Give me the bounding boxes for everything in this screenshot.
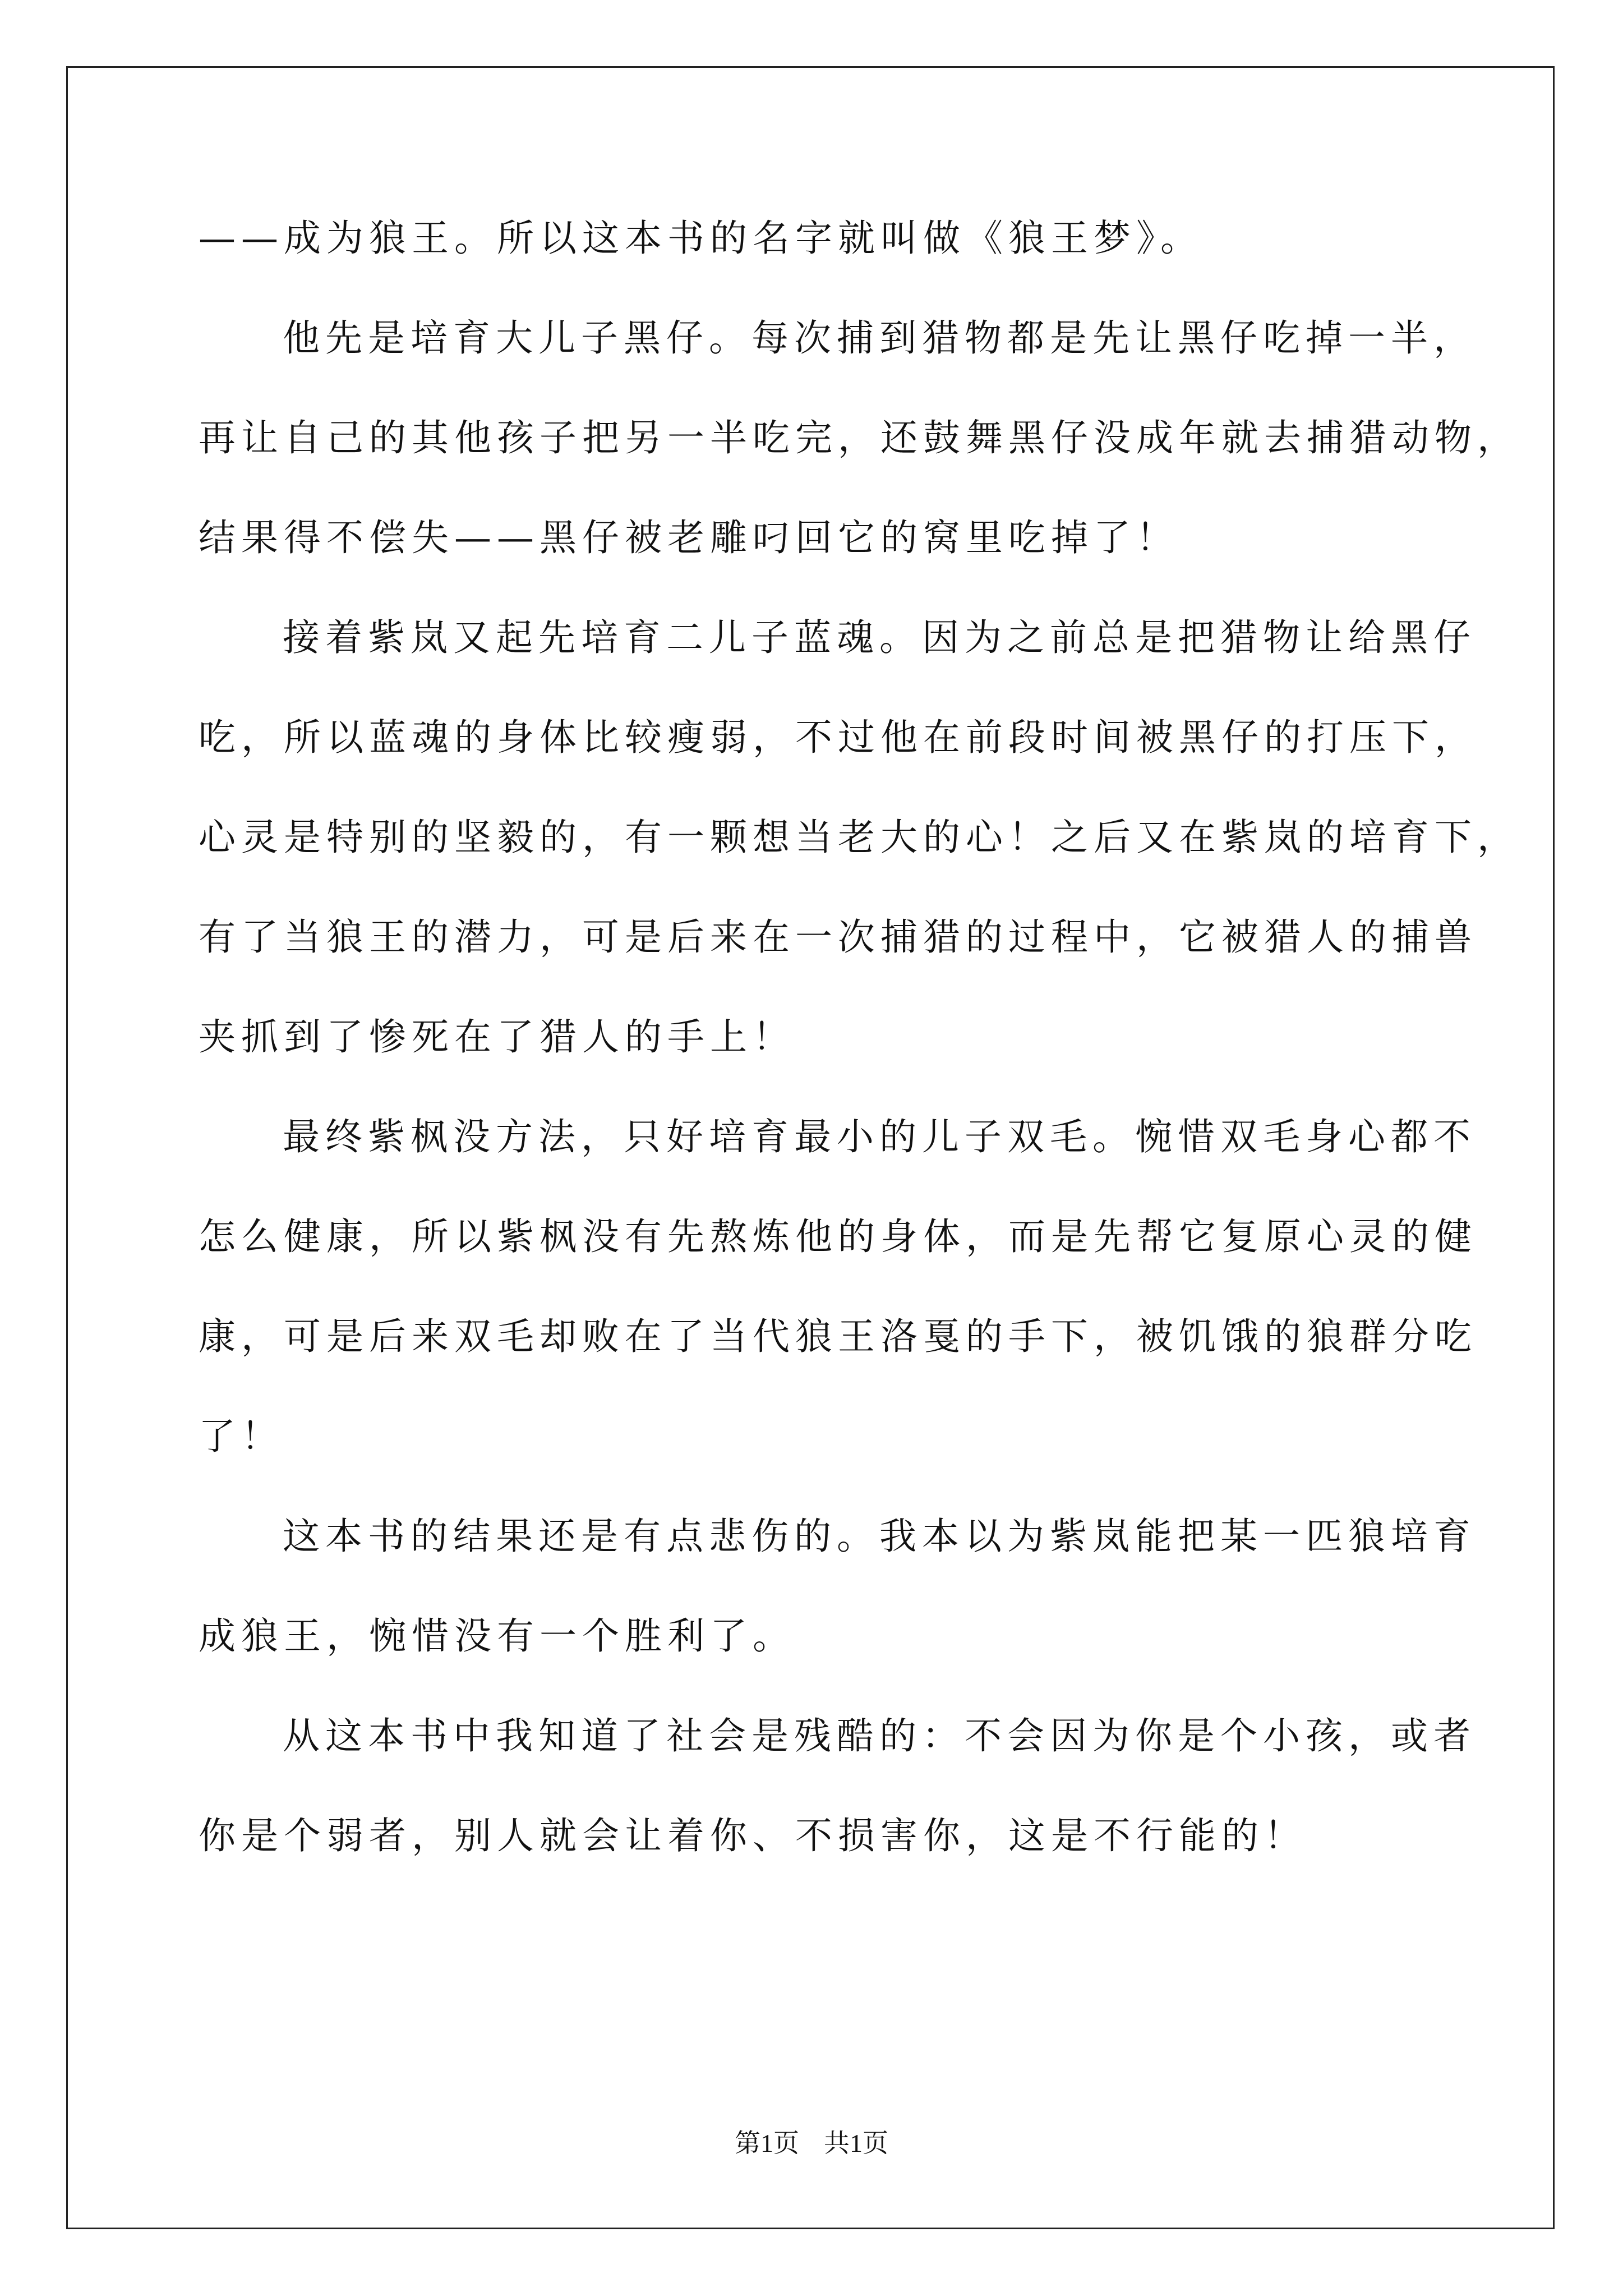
text-line: 结果得不偿失——黑仔被老雕叼回它的窝里吃掉了！ [199, 516, 1179, 559]
page-number: 第1页 [735, 2129, 799, 2157]
text-line: 了！ [199, 1415, 284, 1458]
text-line: ——成为狼王。所以这本书的名字就叫做《狼王梦》。 [199, 217, 1203, 260]
text-line: 再让自己的其他孩子把另一半吃完，还鼓舞黑仔没成年就去捕猎动物， [199, 416, 1520, 459]
text-line: 康，可是后来双毛却败在了当代狼王洛戛的手下，被饥饿的狼群分吃 [199, 1315, 1477, 1358]
text-line: 怎么健康，所以紫枫没有先熬炼他的身体，而是先帮它复原心灵的健 [199, 1215, 1477, 1258]
text-line: 你是个弱者，别人就会让着你、不损害你，这是不行能的！ [199, 1814, 1307, 1857]
paragraph-first-line: 最终紫枫没方法，只好培育最小的儿子双毛。惋惜双毛身心都不 [283, 1115, 1476, 1158]
paragraph-first-line: 接着紫岚又起先培育二儿子蓝魂。因为之前总是把猎物让给黑仔 [283, 616, 1476, 659]
text-line: 心灵是特别的坚毅的，有一颗想当老大的心！之后又在紫岚的培育下， [199, 816, 1520, 859]
text-line: 成狼王，惋惜没有一个胜利了。 [199, 1614, 795, 1658]
paragraph-first-line: 从这本书中我知道了社会是残酷的：不会因为你是个小孩，或者 [283, 1714, 1476, 1757]
paragraph-first-line: 这本书的结果还是有点悲伤的。我本以为紫岚能把某一匹狼培育 [283, 1515, 1476, 1558]
text-line: 有了当狼王的潜力，可是后来在一次捕猎的过程中，它被猎人的捕兽 [199, 915, 1477, 959]
page-footer [0, 2131, 1623, 2156]
paragraph-first-line: 他先是培育大儿子黑仔。每次捕到猎物都是先让黑仔吃掉一半， [283, 316, 1476, 360]
text-line: 夹抓到了惨死在了猎人的手上！ [199, 1015, 795, 1059]
page-total: 共1页 [824, 2129, 888, 2157]
text-line: 吃，所以蓝魂的身体比较瘦弱，不过他在前段时间被黑仔的打压下， [199, 716, 1477, 759]
